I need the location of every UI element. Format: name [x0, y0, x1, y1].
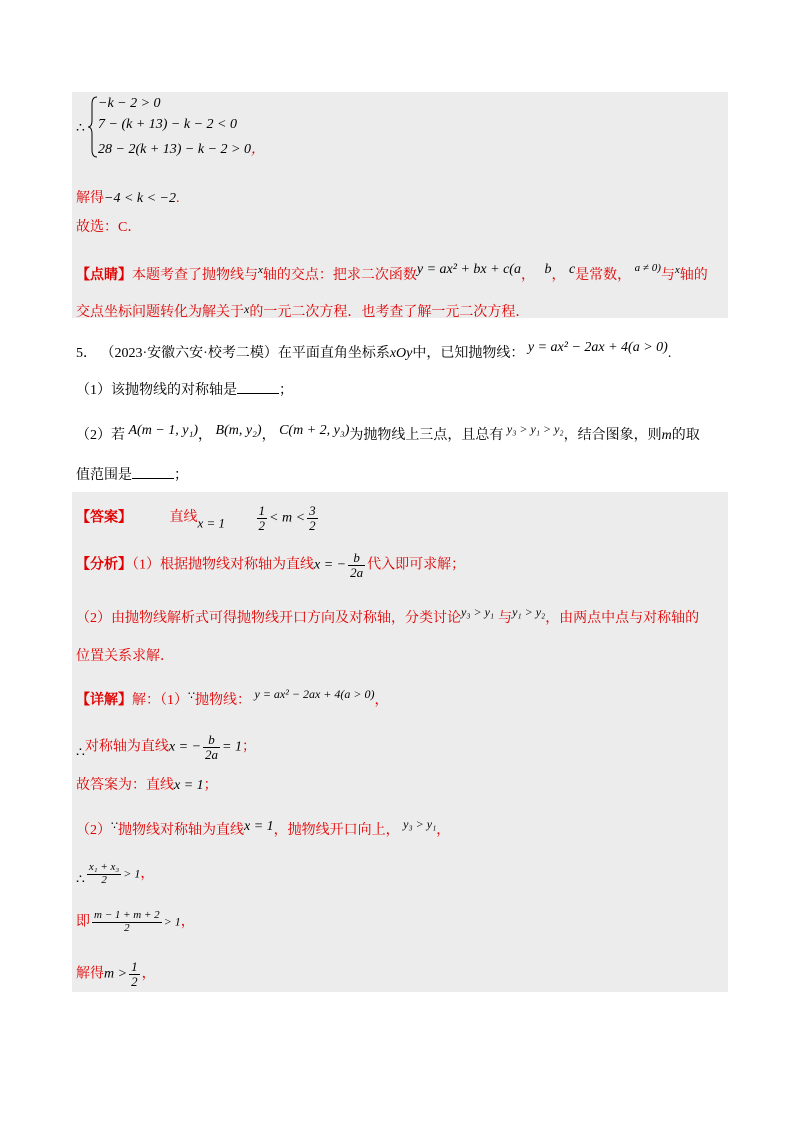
comment-line2-a: 交点坐标问题转化为解关于	[76, 305, 244, 320]
problem-source: （2023·安徽六安·校考二模）在平面直角坐标系	[100, 346, 390, 361]
detail-line-1	[76, 684, 388, 711]
analysis-1-num: b	[348, 551, 365, 566]
detail-3-a: 故答案为：直线	[76, 778, 174, 793]
comment-line2-b: 的一元二次方程．也考查了解一元二次方程．	[249, 305, 530, 320]
answer-1-label: 直线	[169, 510, 198, 526]
detail-2-den: 2a	[205, 746, 219, 762]
detail-6-end: ，	[180, 914, 195, 930]
question-2-end: ；	[174, 468, 188, 483]
detail-6-a: 即	[76, 914, 90, 930]
detail-3-eq: x = 1	[174, 778, 204, 793]
detail-line-5	[76, 862, 154, 890]
comment-comma-2: ，	[551, 268, 566, 283]
detail-2-num: b	[203, 733, 220, 748]
question-2-tail2: 的取	[671, 428, 700, 443]
comment-line-1	[76, 258, 708, 286]
comment-comma-1: ，	[520, 268, 535, 283]
analysis-1-a: （1）根据抛物线对称轴为直线	[132, 557, 314, 573]
analysis-1-b: 代入即可求解；	[367, 557, 466, 573]
answer-2-frac-1	[257, 504, 268, 532]
detail-6-num: m − 1 + m + 2	[94, 909, 160, 921]
analysis-1-den: 2a	[350, 564, 364, 580]
detail-4-eq: x = 1	[244, 819, 274, 834]
comment-x: x	[258, 264, 263, 276]
detail-line-4	[76, 814, 450, 841]
detail-line-6	[76, 910, 195, 934]
answer-2-den-1: 2	[258, 517, 266, 533]
detail-7-num: 1	[131, 959, 138, 974]
inequality-2: 7 − (k + 13) − k − 2 < 0	[98, 117, 237, 132]
point-a: A(m − 1, y₁)	[128, 423, 199, 438]
solve-end: .	[176, 191, 180, 206]
detail-7-den: 2	[131, 973, 138, 989]
detail-line-3	[76, 776, 218, 796]
comment-text-a: 本题考查了抛物线与	[132, 268, 258, 283]
answer-2-num-1: 1	[258, 503, 266, 518]
detail-6-gt: > 1	[163, 914, 181, 929]
therefore-symbol-3: ∴	[76, 872, 85, 888]
parabola-equation: y = ax² − 2ax + 4(a > 0)	[527, 340, 668, 355]
detail-line-7	[76, 960, 156, 988]
detail-line-2	[76, 733, 256, 763]
inequality-3	[98, 138, 265, 158]
question-2-blank	[132, 478, 174, 479]
comment-c: c	[568, 262, 576, 277]
comment-formula: y = ax² + bx + c(a	[416, 262, 521, 277]
question-2-line-2	[76, 466, 188, 486]
question-2-tail: ，结合图象，则	[563, 428, 662, 443]
analysis-line-3: 位置关系求解．	[76, 649, 174, 664]
detail-2-x: x = −	[168, 739, 202, 755]
brace-icon	[88, 96, 98, 158]
detail-1-a: 解：（1）	[132, 693, 188, 708]
problem-5-line	[76, 338, 671, 364]
q2-comma-2: ，	[261, 428, 276, 443]
detail-4-a: （2）	[76, 823, 111, 838]
comment-line-2	[76, 299, 529, 323]
comment-with: 与	[660, 268, 675, 283]
analysis-line-1	[76, 551, 465, 579]
analysis-2-with: 与	[498, 611, 513, 626]
answer-2-den-2: 2	[309, 517, 316, 533]
detail-6-den: 2	[124, 921, 130, 934]
detail-7-a: 解得	[76, 966, 104, 982]
analysis-1-x: x = −	[314, 557, 347, 573]
because-symbol-2: ∵	[111, 820, 118, 832]
analysis-2-a: （2）由抛物线解析式可得抛物线开口方向及对称轴，分类讨论	[76, 611, 461, 626]
detail-5-frac	[87, 862, 121, 886]
detail-2-end: ；	[241, 739, 256, 755]
q2-comma-1: ，	[198, 428, 213, 443]
question-1-label: （1）该抛物线的对称轴是	[76, 383, 237, 398]
comment-line2-x: x	[244, 302, 250, 316]
detail-5-den: 2	[101, 873, 107, 886]
point-b: B(m, y₂)	[215, 423, 262, 438]
point-c: C(m + 2, y₃)	[279, 423, 350, 438]
detail-4-c: ，抛物线开口向上，	[273, 823, 400, 838]
comment-neq: a ≠ 0)	[634, 262, 661, 274]
detail-6-frac	[92, 910, 162, 934]
question-2-mid: 为抛物线上三点，且总有	[349, 428, 504, 443]
detail-3-end: ；	[203, 778, 218, 793]
solve-result: −4 < k < −2	[104, 191, 177, 206]
comment-tag: 【点睛】	[76, 268, 132, 283]
coordinate-system: xOy	[389, 346, 413, 361]
therefore-symbol: ∴	[76, 121, 85, 136]
because-symbol: ∵	[188, 690, 195, 702]
question-2-condition: y₃ > y₁ > y₂	[506, 422, 564, 436]
question-2-line-1	[76, 419, 700, 446]
analysis-2-c1: y₃ > y₁	[461, 605, 495, 619]
answer-2-num-2: 3	[309, 503, 316, 518]
answer-tag: 【答案】	[76, 510, 132, 526]
comment-axis: 轴的	[679, 268, 708, 283]
solve-label: 解得	[76, 191, 104, 206]
comment-b: b	[544, 262, 552, 277]
detail-5-num: x₁ + x₃	[88, 861, 120, 873]
analysis-2-b: ，由两点中点与对称轴的	[545, 611, 700, 626]
comment-x2: x	[674, 264, 680, 276]
detail-4-b: 抛物线对称轴为直线	[118, 823, 244, 838]
detail-7-end: ，	[141, 966, 156, 982]
question-2-label: （2）若	[76, 428, 125, 443]
detail-1-end: ，	[374, 693, 389, 708]
analysis-1-frac	[348, 551, 365, 579]
detail-1-eq: y = ax² − 2ax + 4(a > 0)	[254, 687, 375, 701]
choice-line: 故选：C．	[76, 220, 142, 235]
detail-4-end: ，	[436, 823, 451, 838]
detail-5-end: ，	[140, 866, 155, 882]
problem-number: 5．	[76, 346, 97, 361]
comment-text-b: 轴的交点：把求二次函数	[262, 268, 417, 283]
question-2-range: 值范围是	[76, 468, 132, 483]
analysis-tag: 【分析】	[76, 557, 132, 573]
detail-7-m: m >	[104, 966, 128, 982]
inequality-1: −k − 2 > 0	[98, 96, 161, 111]
comment-const: 是常数，	[575, 268, 632, 283]
detail-2-frac	[203, 733, 220, 761]
detail-4-cond: y₃ > y₁	[403, 817, 437, 831]
therefore-symbol-2: ∴	[76, 745, 85, 761]
detail-2-a: 对称轴为直线	[84, 739, 169, 755]
answer-2-mid: < m <	[269, 510, 306, 526]
question-1	[76, 381, 293, 401]
question-1-end: ；	[279, 383, 293, 398]
answer-2-frac-2	[307, 504, 318, 532]
detail-5-gt: > 1	[123, 866, 141, 881]
solve-line	[76, 189, 180, 209]
detail-tag: 【详解】	[76, 693, 132, 708]
answer-1-eq: x = 1	[197, 515, 226, 531]
analysis-2-c2: y₁ > y₂	[512, 605, 546, 619]
analysis-line-2	[76, 602, 699, 629]
detail-7-frac	[129, 960, 140, 988]
answer-line	[76, 504, 320, 533]
problem-middle: 中，已知抛物线：	[412, 346, 525, 361]
inequality-3-text: 28 − 2(k + 13) − k − 2 > 0	[98, 142, 251, 157]
detail-1-b: 抛物线：	[195, 693, 251, 708]
system-end-mark: ，	[251, 142, 265, 157]
question-2-m: m	[661, 428, 672, 443]
question-1-blank	[237, 393, 279, 394]
equation-end: .	[667, 346, 672, 361]
detail-2-eq1: = 1	[222, 739, 242, 755]
